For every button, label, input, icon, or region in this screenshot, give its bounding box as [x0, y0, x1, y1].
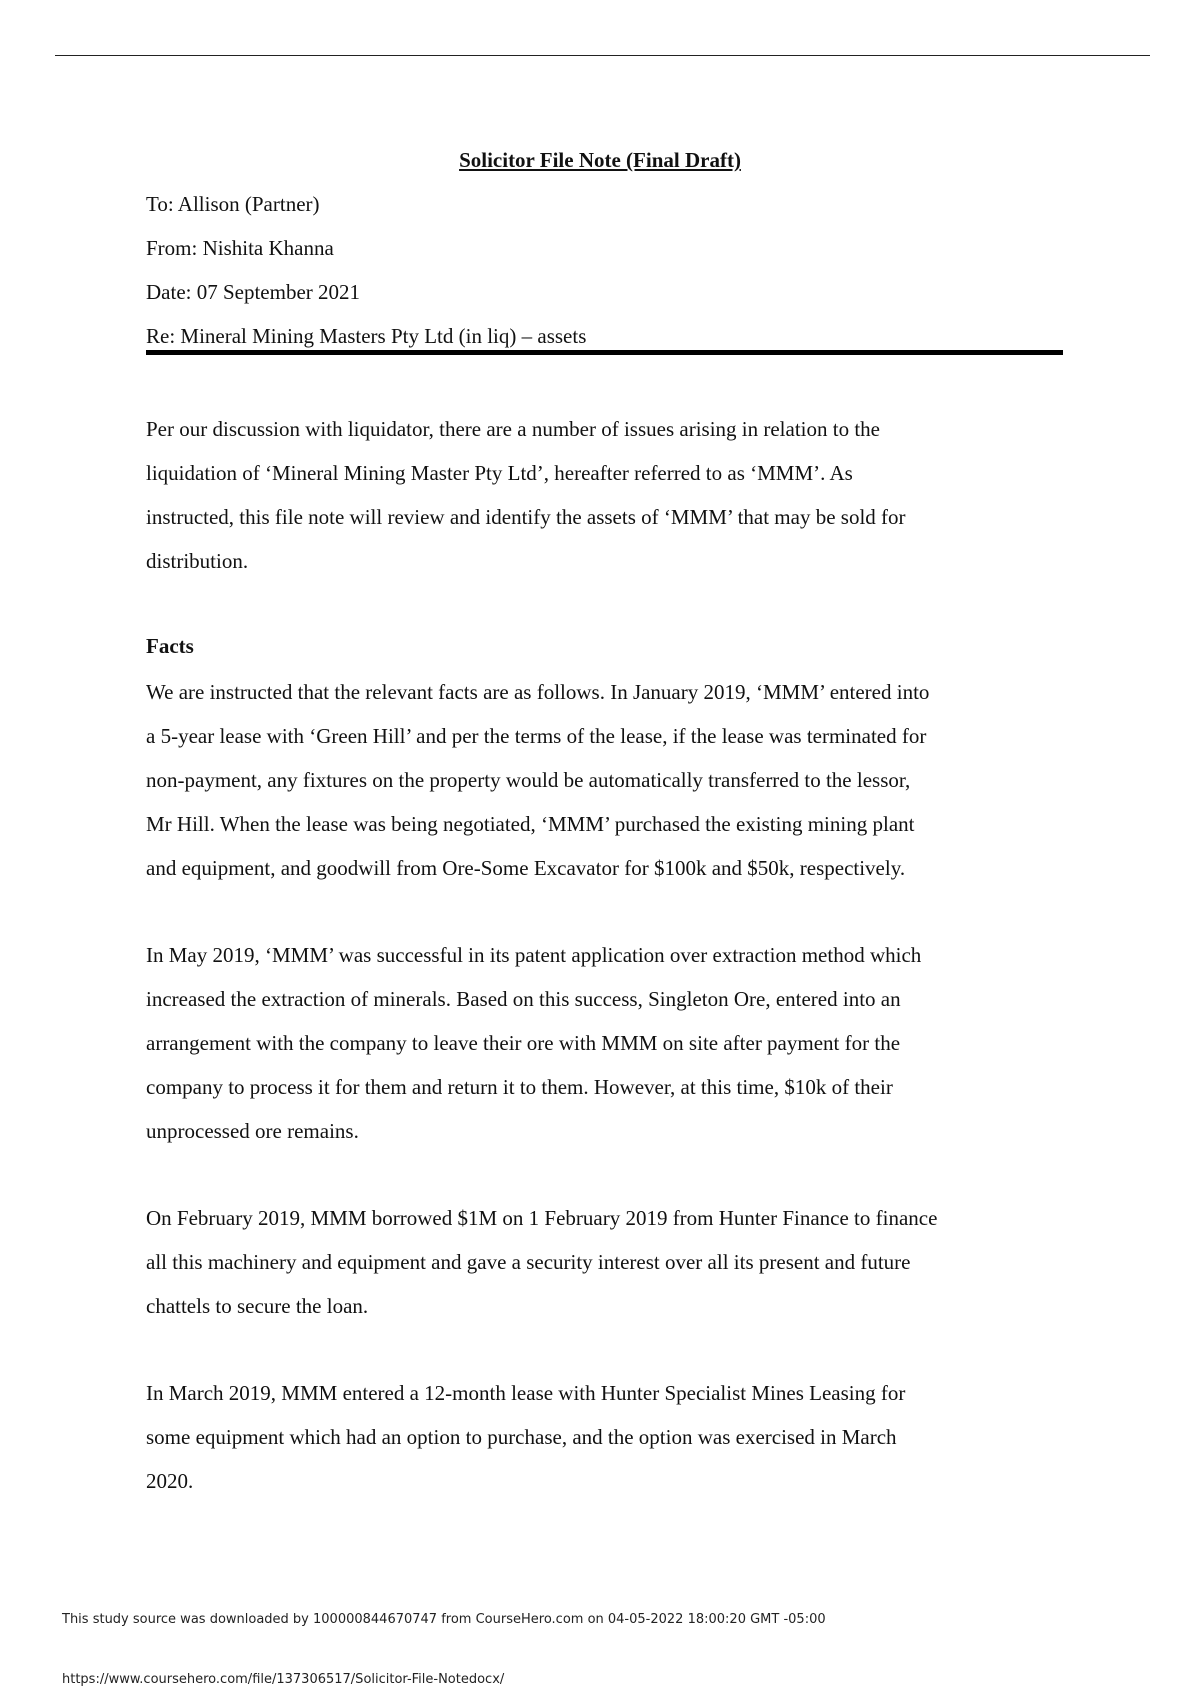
- paragraph-line: company to process it for them and return it to them. However, at this time, $10k of their: [146, 1075, 893, 1099]
- paragraph-line: a 5-year lease with ‘Green Hill’ and per the terms of the lease, if the lease was terminated for: [146, 724, 927, 748]
- facts-paragraph-2: [146, 933, 1066, 1153]
- paragraph-line: chattels to secure the loan.: [146, 1294, 369, 1318]
- memo-to: To: Allison (Partner): [146, 192, 320, 216]
- paragraph-line: Mr Hill. When the lease was being negotiated, ‘MMM’ purchased the existing mining plant: [146, 812, 915, 836]
- facts-heading: Facts: [146, 634, 194, 658]
- memo-from: From: Nishita Khanna: [146, 236, 334, 260]
- paragraph-line: all this machinery and equipment and gave a security interest over all its present and future: [146, 1250, 911, 1274]
- paragraph-line: instructed, this file note will review and identify the assets of ‘MMM’ that may be sold for: [146, 505, 906, 529]
- download-notice: This study source was downloaded by 100000844670747 from CourseHero.com on 04-05-2022 18:00:20 GMT -05:00: [62, 1612, 826, 1627]
- paragraph-line: On February 2019, MMM borrowed $1M on 1 February 2019 from Hunter Finance to finance: [146, 1206, 938, 1230]
- paragraph-line: unprocessed ore remains.: [146, 1119, 359, 1143]
- paragraph-line: some equipment which had an option to purchase, and the option was exercised in March: [146, 1425, 897, 1449]
- header-divider: [146, 350, 1063, 355]
- memo-date: Date: 07 September 2021: [146, 280, 361, 304]
- document-title: Solicitor File Note (Final Draft): [459, 148, 741, 172]
- facts-paragraph-4: [146, 1371, 1066, 1503]
- paragraph-line: In May 2019, ‘MMM’ was successful in its patent application over extraction method which: [146, 943, 922, 967]
- paragraph-line: We are instructed that the relevant facts are as follows. In January 2019, ‘MMM’ entered into: [146, 680, 930, 704]
- paragraph-line: 2020.: [146, 1469, 194, 1493]
- paragraph-line: liquidation of ‘Mineral Mining Master Pty Ltd’, hereafter referred to as ‘MMM’. As: [146, 461, 853, 485]
- paragraph-line: non-payment, any fixtures on the property would be automatically transferred to the lessor,: [146, 768, 911, 792]
- facts-paragraph-1: [146, 670, 1066, 890]
- intro-paragraph: [146, 407, 1066, 583]
- source-url-link[interactable]: https://www.coursehero.com/file/137306517/Solicitor-File-Notedocx/: [62, 1672, 505, 1687]
- paragraph-line: and equipment, and goodwill from Ore-Some Excavator for $100k and $50k, respectively.: [146, 856, 906, 880]
- facts-paragraph-3: [146, 1196, 1066, 1328]
- paragraph-line: In March 2019, MMM entered a 12-month lease with Hunter Specialist Mines Leasing for: [146, 1381, 906, 1405]
- top-divider: [55, 55, 1150, 56]
- paragraph-line: distribution.: [146, 549, 249, 573]
- paragraph-line: Per our discussion with liquidator, there are a number of issues arising in relation to the: [146, 417, 880, 441]
- paragraph-line: arrangement with the company to leave their ore with MMM on site after payment for the: [146, 1031, 901, 1055]
- memo-subject: Re: Mineral Mining Masters Pty Ltd (in liq) – assets: [146, 324, 587, 348]
- paragraph-line: increased the extraction of minerals. Based on this success, Singleton Ore, entered into an: [146, 987, 901, 1011]
